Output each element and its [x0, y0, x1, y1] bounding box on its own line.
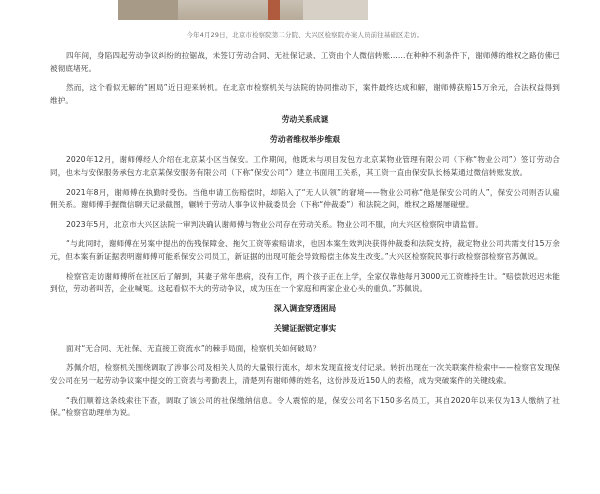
- photo-floor-region: [303, 0, 368, 20]
- section-subheading-2: 关键证据锁定事实: [273, 323, 337, 333]
- section-heading-2: 深入调查穿透困局: [273, 303, 337, 313]
- paragraph-s2-1: 面对“无合同、无社保、无直接工资流水”的棘手局面，检察机关如何破局？: [66, 343, 321, 353]
- paragraph-s1-2: 2021年8月，谢师傅在执勤时受伤。当他申请工伤赔偿时，却陷入了“无人认领”的窘境——物业公司称“他是保安公司的人”，保安公司则否认雇佣关系。谢师傅手握微信聊天记录截图，辗转于劳动人事争议仲裁委员会（下称“仲裁委”）和法院之间，维权之路屡屡碰壁。: [50, 187, 560, 210]
- section-subheading-1: 劳动者维权举步维艰: [269, 135, 341, 145]
- photo-wall-region: [118, 0, 178, 20]
- paragraph-s1-4: “与此同时，谢师傅在另案中提出的伤残保障金、拖欠工资等索赔请求，也因本案生效判决获得仲裁委和法院支持，裁定物业公司共需支付15万余元，但本案有新证据表明谢师傅可能系保安公司员工，新证据的出现可能会导致赔偿主体发生改变。”大兴区检察院民事行政检察部检察官苏佩说。: [50, 239, 560, 261]
- photo-caption: 今年4月29日，北京市检察院第二分院、大兴区检察院办案人员前往基础区走访。: [186, 31, 424, 39]
- paragraph-s1-1: 2020年12月，谢师傅经人介绍在北京某小区当保安。工作期间，他既未与项目发包方北京某物业管理有限公司（下称“物业公司”）签订劳动合同，也未与安保服务承包方北京某保安服务有限公司（下称“保安公司”）建立书面用工关系，其工资一直由保安队长杨某通过微信转账发放。: [50, 155, 560, 177]
- photo-red-object: [268, 0, 280, 20]
- paragraph-s1-3: 2023年5月，北京市大兴区法院一审判决确认谢师傅与物业公司存在劳动关系。物业公司不服，向大兴区检察院申请监督。: [66, 219, 484, 229]
- section-heading-1: 劳动关系成谜: [281, 115, 329, 125]
- paragraph-s2-3: “我们顺着这条线索往下查，调取了该公司的社保缴纳信息。令人震惊的是，保安公司名下150多名员工，其自2020年以来仅为13人缴纳了社保。”检察官助理单为说。: [50, 395, 560, 418]
- paragraph-intro-2: 然而，这个看似无解的“困局”近日迎来转机。在北京市检察机关与法院的协同推动下，案件最终达成和解，谢师傅获赔15万余元，合法权益得到维护。: [50, 83, 560, 105]
- article-body: [50, 30, 560, 427]
- paragraph-s1-5: 检察官走访谢师傅所在社区后了解到，其妻子常年患病，没有工作，两个孩子正在上学，全家仅靠他每月3000元工资维持生计。“赔偿款迟迟未能到位，劳动者叫苦，企业喊冤。这起看似不大的劳动争议，成为压在一个家庭和两家企业心头的重负。”苏佩说。: [50, 271, 560, 294]
- top-photo-crop: [118, 0, 368, 20]
- paragraph-intro-1: 四年间，身陷四起劳动争议纠纷的拉锯战，未签订劳动合同、无社保记录、工资由个人微信转账……在种种不利条件下，谢师傅的维权之路仿佛已被彻底堵死。: [50, 51, 560, 73]
- paragraph-s2-2: 苏佩介绍，检察机关围绕调取了涉事公司及相关人员的大量银行流水，却未发现直接支付记录。转折出现在一次关联案件检索中——检察官发现保安公司在另一起劳动争议案中提交的工资表与考勤表上，清楚列有谢师傅的姓名，这份涉及近150人的表格，成为突破案件的关键线索。: [50, 363, 560, 385]
